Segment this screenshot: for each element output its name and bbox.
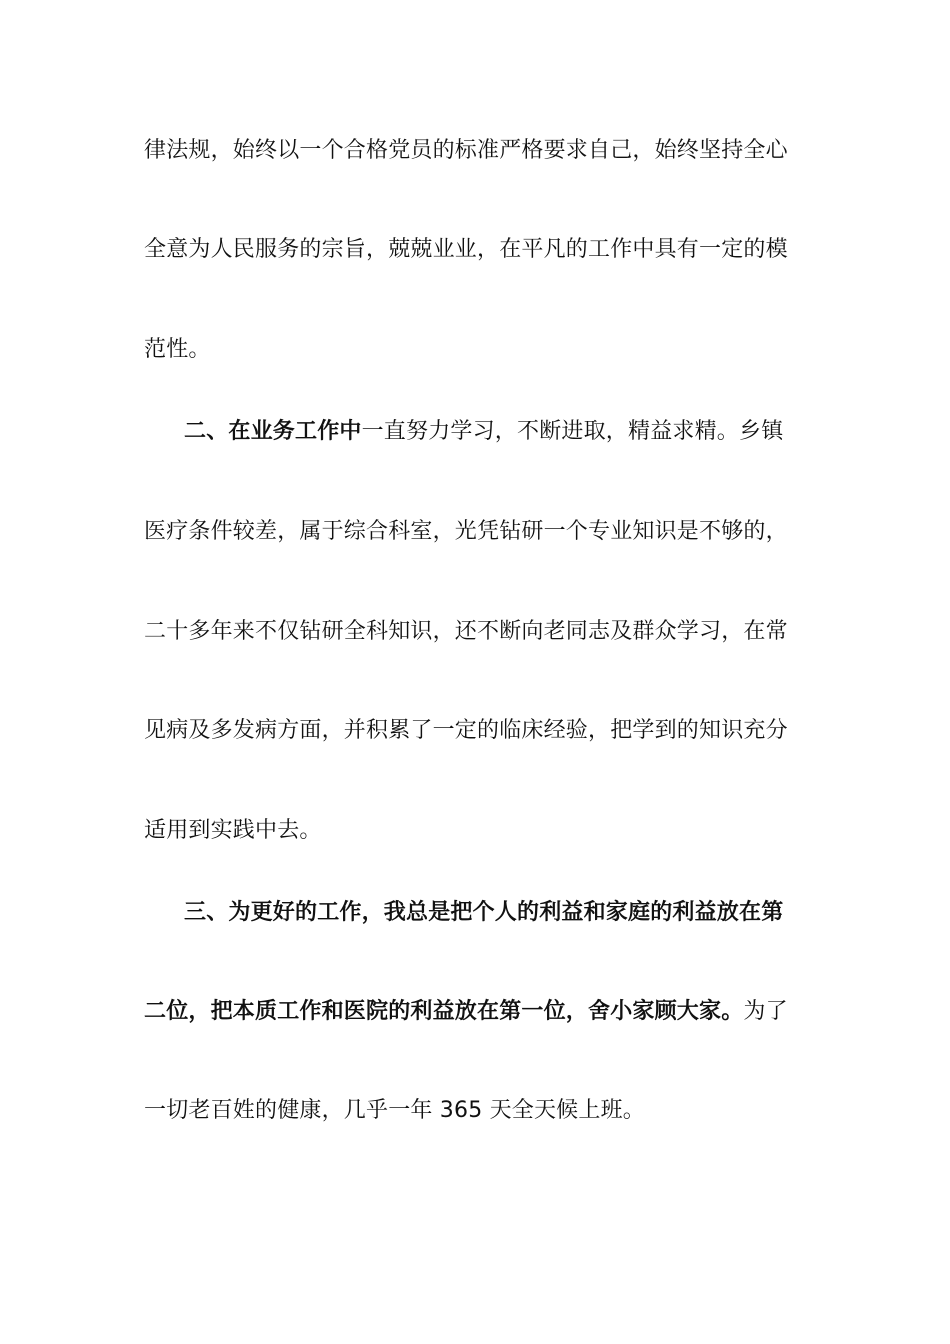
- text-line: [144, 1096, 806, 1126]
- text-line: [144, 517, 806, 547]
- text-run: 见病及多发病方面，并积累了一定的临床经验，把学到的知识充分: [144, 718, 788, 743]
- section-heading-line: [184, 898, 806, 928]
- text-line: [144, 136, 806, 166]
- bold-run: 二位，把本质工作和医院的利益放在第一位，舍小家顾大家。: [144, 999, 744, 1024]
- text-line: [144, 617, 806, 647]
- text-line: [144, 816, 806, 846]
- text-run: 二十多年来不仅钻研全科知识，还不断向老同志及群众学习，在常: [144, 619, 788, 644]
- text-run: 适用到实践中去。: [144, 818, 322, 843]
- text-run: 律法规，始终以一个合格党员的标准严格要求自己，始终坚持全心: [144, 138, 788, 163]
- text-line: [144, 335, 806, 365]
- text-run: 为了: [743, 999, 788, 1024]
- text-line: [144, 235, 806, 265]
- text-run: 一直努力学习，不断进取，精益求精。乡镇: [361, 419, 784, 444]
- text-line: [144, 997, 806, 1027]
- section-heading: 三、为更好的工作，我总是把个人的利益和家庭的利益放在第: [184, 900, 784, 925]
- text-run: 一切老百姓的健康，几乎一年 365 天全天候上班。: [144, 1098, 645, 1123]
- text-run: 范性。: [144, 337, 211, 362]
- text-line: [144, 716, 806, 746]
- text-run: 医疗条件较差，属于综合科室，光凭钻研一个专业知识是不够的，: [144, 519, 788, 544]
- section-heading: 二、在业务工作中: [184, 419, 362, 444]
- text-run: 全意为人民服务的宗旨，兢兢业业，在平凡的工作中具有一定的模: [144, 237, 788, 262]
- section-heading-line: [184, 417, 806, 447]
